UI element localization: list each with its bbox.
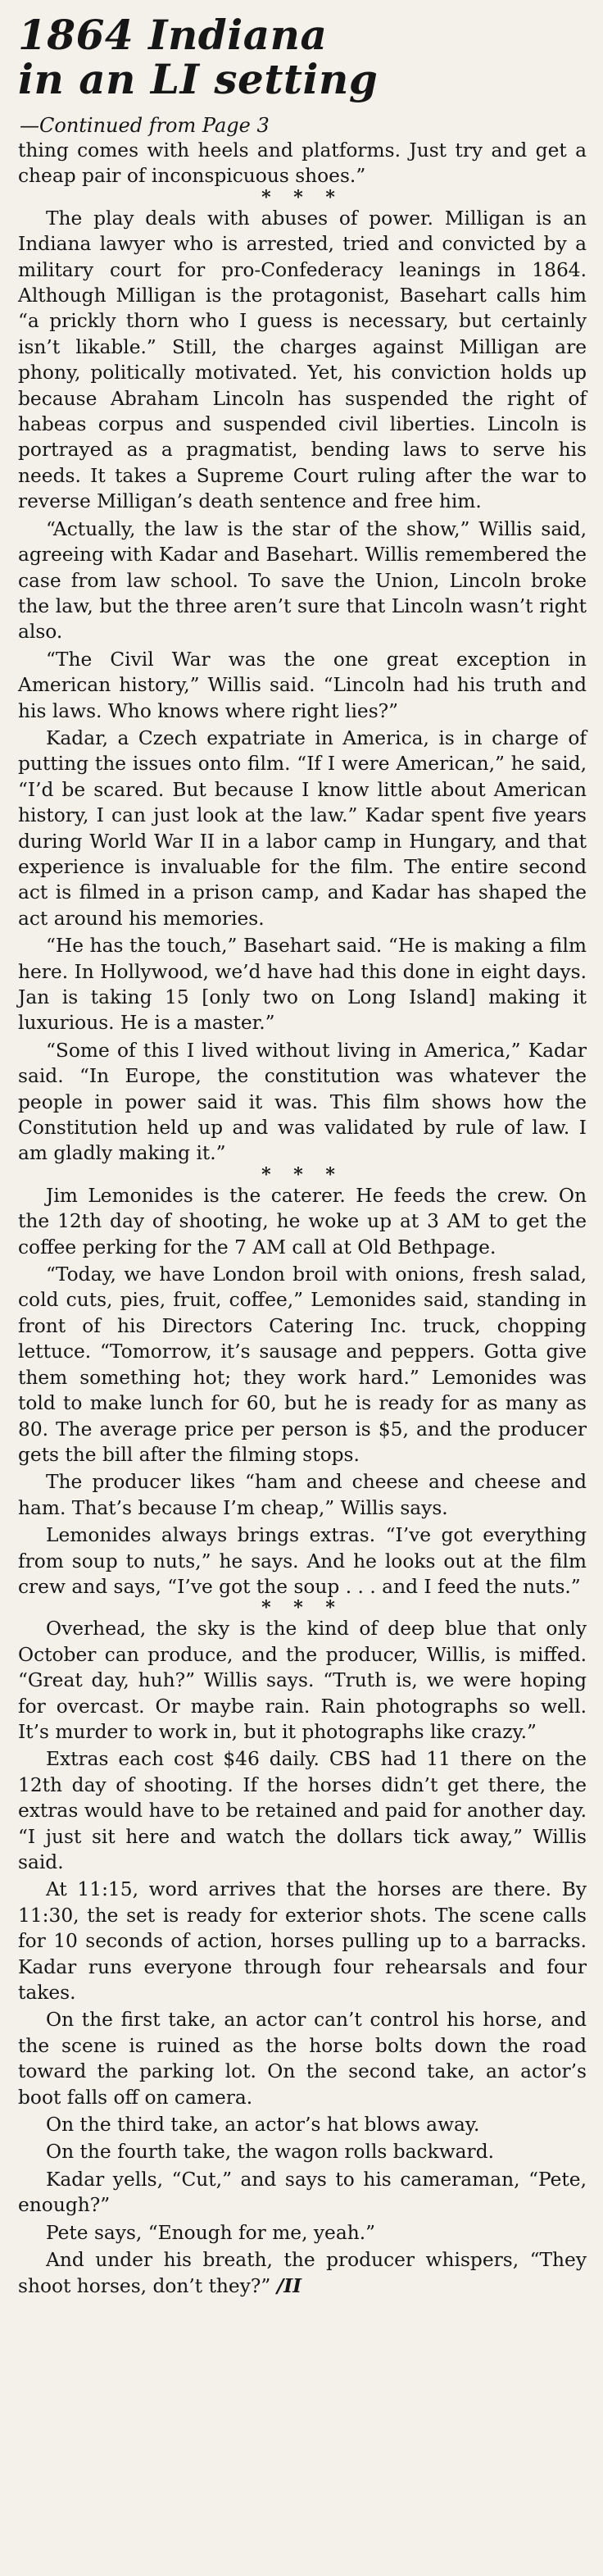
final-paragraph-text: And under his breath, the producer whispers, “They shoot horses, don’t they?” (18, 2249, 587, 2297)
paragraph: Kadar yells, “Cut,” and says to his cameraman, “Pete, enough?” (18, 2168, 587, 2217)
paragraph: On the third take, an actor’s hat blows away. (46, 2114, 480, 2137)
section-separator: * * * (261, 186, 343, 208)
paragraph: Extras each cost $46 daily. CBS had 11 there on the 12th day of shooting. If the horses didn’t get there, the extras would have to be retained and paid for another day. “I just sit here and watch the dollars tick away,” Willis said. (18, 1748, 587, 1873)
section-separator: * * * (261, 1597, 343, 1619)
final-paragraph (18, 2247, 587, 2299)
paragraph: “He has the touch,” Basehart said. “He is making a film here. In Hollywood, we’d have had this done in eight days. Jan is taking 15 [only two on Long Island] making it luxurious. He is a master.” (18, 935, 587, 1035)
paragraph: Lemonides always brings extras. “I’ve got everything from soup to nuts,” he says. And he looks out at the film crew and says, “I’ve got the soup . . . and I feed the nuts.” (18, 1524, 587, 1598)
article-body (18, 138, 587, 2299)
paragraph: Kadar, a Czech expatriate in America, is in charge of putting the issues onto film. “If I were American,” he said, “I’d be scared. But because I know little about American history, I can just look at the law.” Kadar spent five years during World War II in a labor camp in Hungary, and that experience is invaluable for the film. The entire second act is filmed in a prison camp, and Kadar has shaped the act around his memories. (18, 726, 587, 930)
paragraph: Pete says, “Enough for me, yeah.” (46, 2221, 376, 2244)
paragraph: On the first take, an actor can’t control his horse, and the scene is ruined as the horse bolts down the road toward the parking lot. On the second take, an actor’s boot falls off on camera. (18, 2009, 587, 2109)
paragraph: The play deals with abuses of power. Milligan is an Indiana lawyer who is arrested, tried and convicted by a military court for pro-Confederacy leanings in 1864. Although Milligan is the protagonist, Basehart calls him “a prickly thorn who I guess is necessary, but certainly isn’t likable.” Still, the charges against Milligan are phony, politically motivated. Yet, his conviction holds up because Abraham Lincoln has suspended the right of habeas corpus and suspended civil liberties. Lincoln is portrayed as a pragmatist, bending laws to serve his needs. It takes a Supreme Court ruling after the war to reverse Milligan’s death sentence and free him. (18, 207, 587, 513)
continued-from-note: —Continued from Page 3 (20, 114, 270, 137)
paragraph: “Actually, the law is the star of the show,” Willis said, agreeing with Kadar and Basehart. Willis remembered the case from law school. To save the Union, Lincoln broke the law, but the three aren’t sure that Lincoln wasn’t right also. (18, 517, 587, 644)
headline-line-2: in an LI setting (18, 55, 379, 103)
paragraph: “Today, we have London broil with onions, fresh salad, cold cuts, pies, fruit, coffee,” Lemonides said, standing in front of his Directors Catering Inc. truck, chopping lettuce. “Tomorrow, it’s sausage and peppers. Gotta give them something hot; they work hard.” Lemonides was told to make lunch for 60, but he is ready for as many as 80. The average price per person is $5, and the producer gets the bill after the filming stops. (18, 1263, 587, 1466)
paragraph: thing comes with heels and platforms. Just try and get a cheap pair of inconspicuous shoes.” (18, 139, 587, 188)
headline (18, 13, 587, 102)
paragraph: Overhead, the sky is the kind of deep blue that only October can produce, and the producer, Willis, is miffed. “Great day, huh?” Willis says. “Truth is, we were hoping for overcast. Or maybe rain. Rain photographs so well. It’s murder to work in, but it photographs like crazy.” (18, 1618, 587, 1743)
headline-line-1: 1864 Indiana (18, 11, 328, 59)
paragraph: “Some of this I lived without living in America,” Kadar said. “In Europe, the constitution was whatever the people in power said it was. This film shows how the Constitution held up and was validated by rule of law. I am gladly making it.” (18, 1039, 587, 1165)
paragraph: “The Civil War was the one great exception in American history,” Willis said. “Lincoln had his truth and his laws. Who knows where right lies?” (18, 648, 587, 722)
section-separator: * * * (261, 1163, 343, 1186)
end-mark: /II (276, 2274, 302, 2297)
paragraph: The producer likes “ham and cheese and cheese and ham. That’s because I’m cheap,” Willis says. (18, 1471, 587, 1519)
paragraph: At 11:15, word arrives that the horses are there. By 11:30, the set is ready for exterior shots. The scene calls for 10 seconds of action, horses pulling up to a barracks. Kadar runs everyone through four rehearsals and four takes. (18, 1878, 587, 2005)
paragraph: On the fourth take, the wagon rolls backward. (46, 2141, 495, 2164)
paragraph: Jim Lemonides is the caterer. He feeds the crew. On the 12th day of shooting, he woke up at 3 AM to get the coffee perking for the 7 AM call at Old Bethpage. (18, 1184, 587, 1258)
